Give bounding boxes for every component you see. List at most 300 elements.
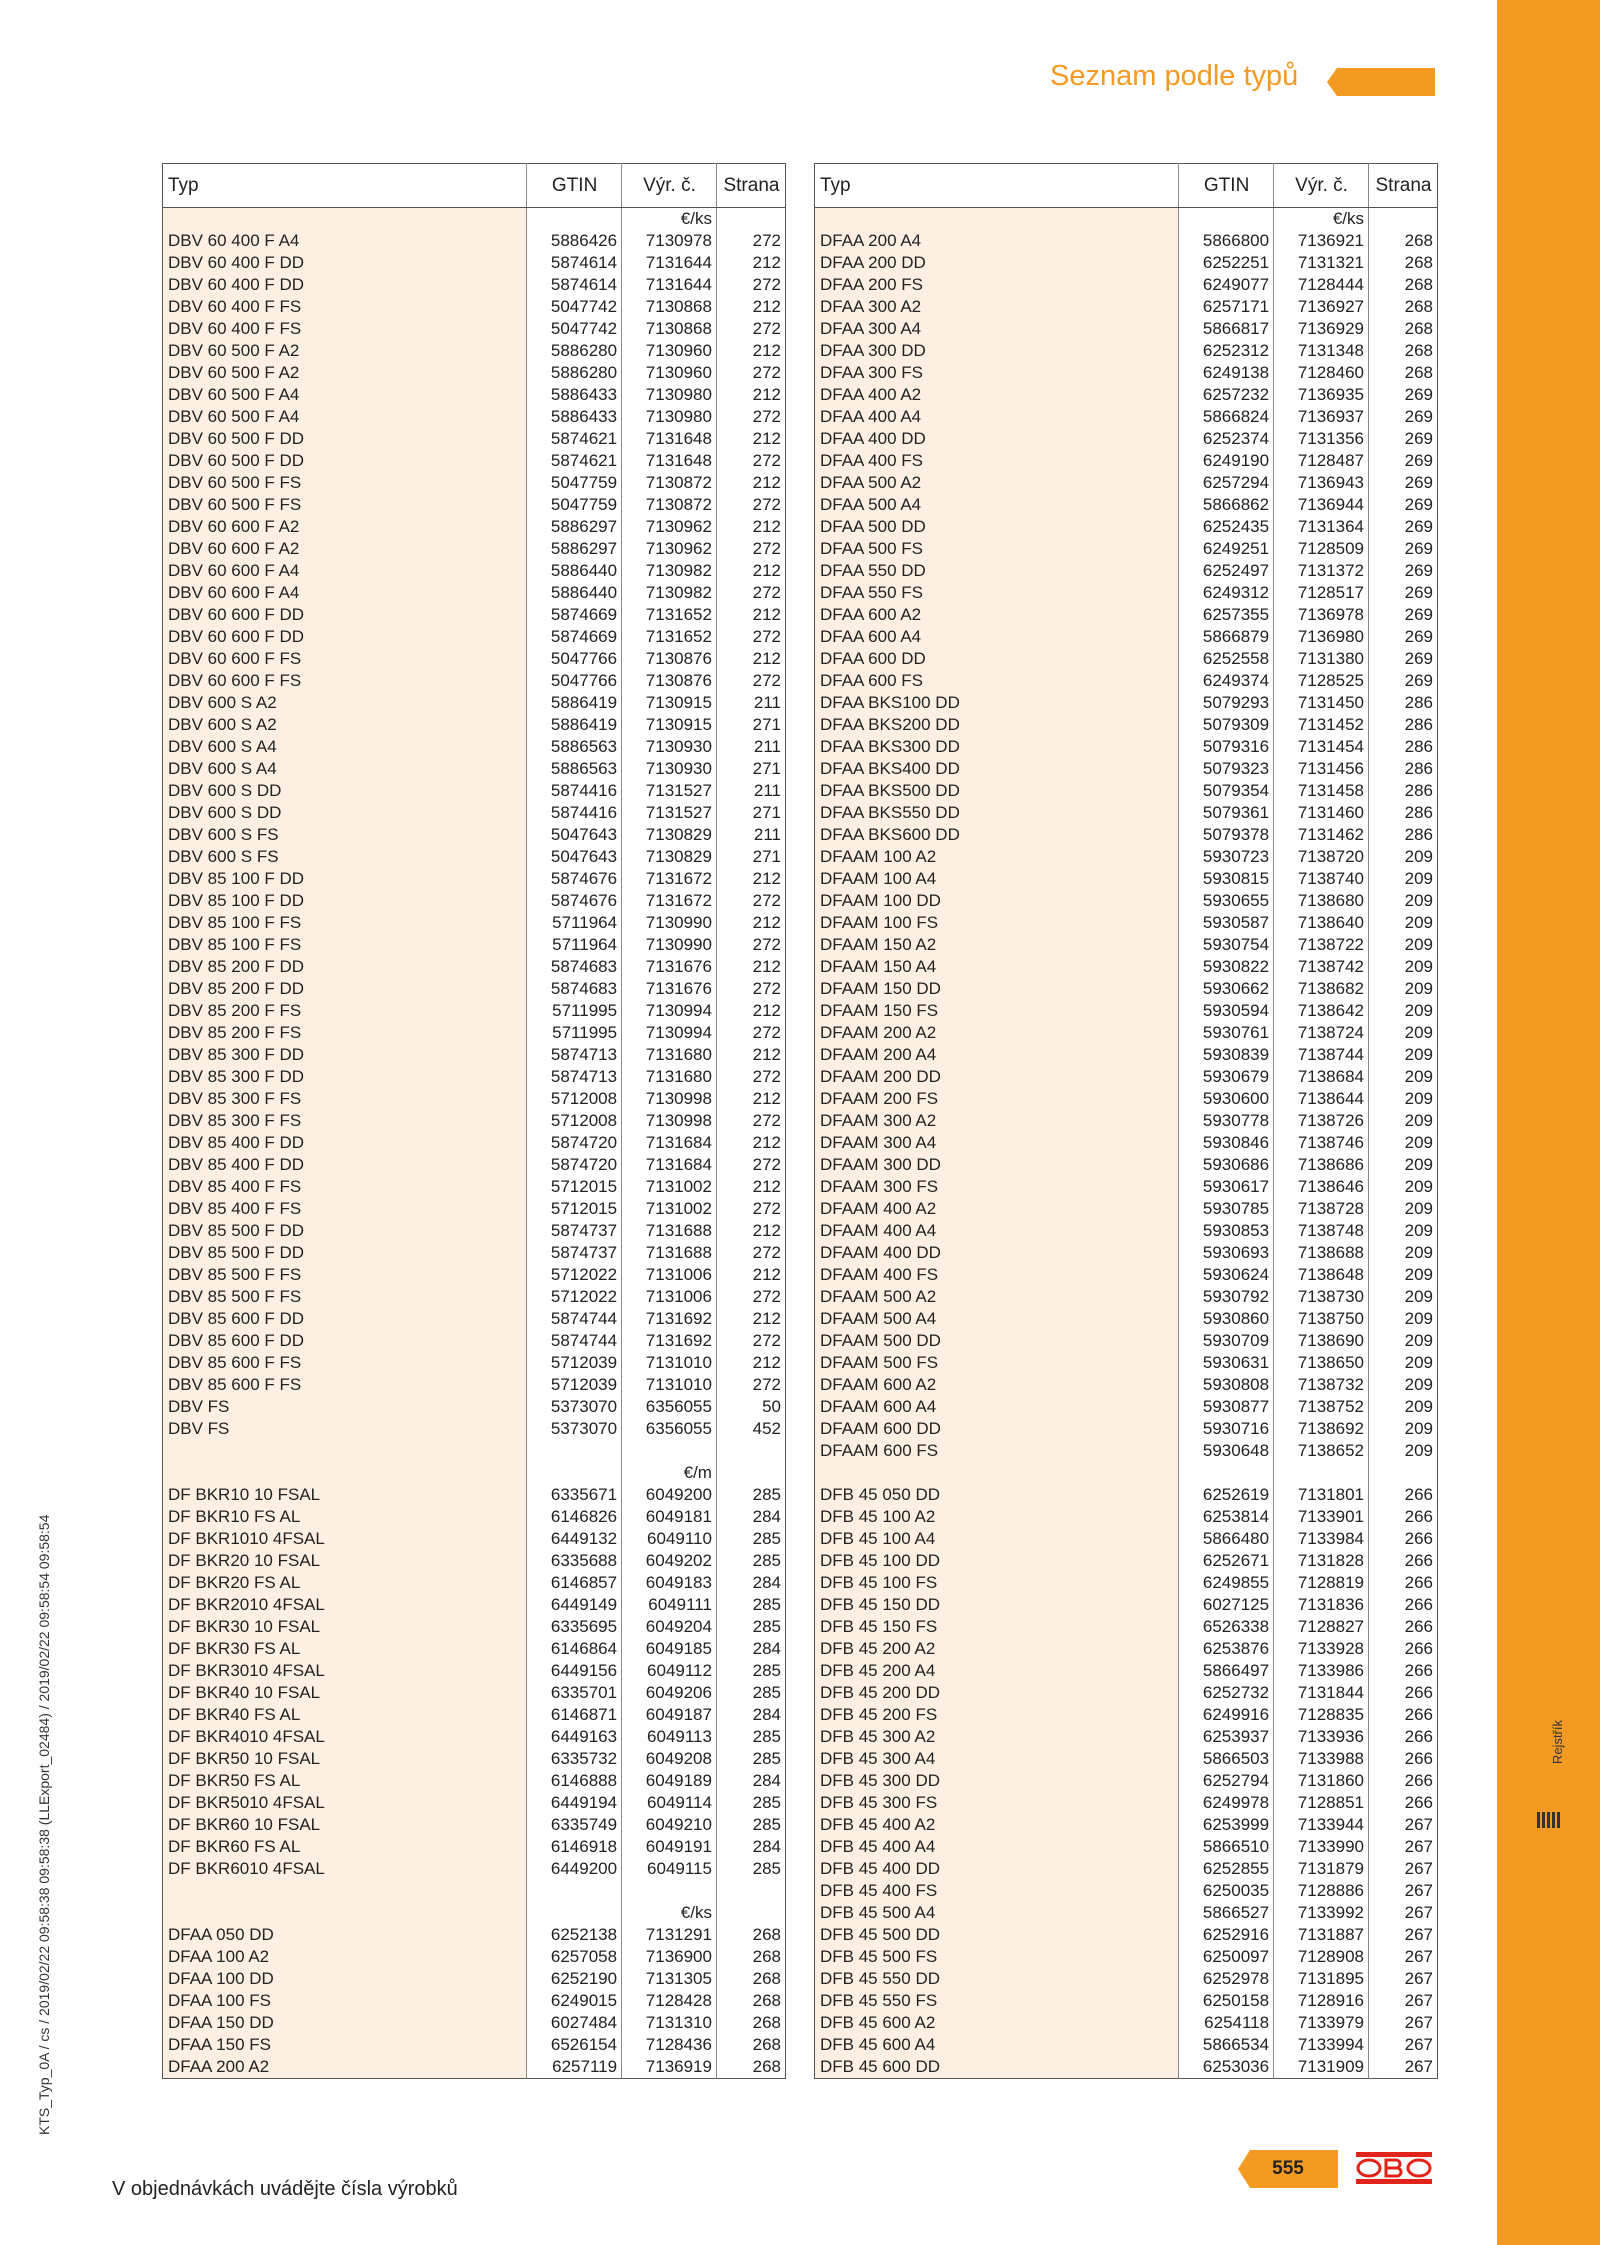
cell-page: 266 — [1369, 1616, 1438, 1638]
cell-article: 7138752 — [1274, 1396, 1369, 1418]
cell-page: 50 — [716, 1396, 785, 1418]
cell-type: DFB 45 300 A2 — [815, 1726, 1179, 1748]
cell-type: DF BKR5010 4FSAL — [163, 1792, 527, 1814]
cell-type: DFB 45 300 A4 — [815, 1748, 1179, 1770]
cell-type: DFAA 500 A2 — [815, 472, 1179, 494]
cell-gtin: 5930860 — [1179, 1308, 1274, 1330]
cell-article: 7128916 — [1274, 1990, 1369, 2012]
table-row — [163, 1176, 786, 1198]
table-row — [815, 1924, 1438, 1946]
table-row — [163, 692, 786, 714]
cell-article: 7128525 — [1274, 670, 1369, 692]
cell-gtin: 6257119 — [527, 2056, 622, 2079]
table-row — [163, 1308, 786, 1330]
cell-type: DBV 60 600 F A4 — [163, 582, 527, 604]
cell-gtin: 5886419 — [527, 714, 622, 736]
cell-page: 212 — [716, 1176, 785, 1198]
cell-page: 209 — [1369, 956, 1438, 978]
table-row — [163, 1704, 786, 1726]
table-row — [163, 1220, 786, 1242]
cell-article: 7131364 — [1274, 516, 1369, 538]
cell-article: 6049187 — [622, 1704, 717, 1726]
cell-gtin: 6252794 — [1179, 1770, 1274, 1792]
cell-article: 7131291 — [622, 1924, 717, 1946]
table-row — [815, 1352, 1438, 1374]
cell-article: 7136937 — [1274, 406, 1369, 428]
cell-article: 7128444 — [1274, 274, 1369, 296]
cell-page: 267 — [1369, 1814, 1438, 1836]
cell-article: 7130980 — [622, 406, 717, 428]
cell-article: €/ks — [622, 1902, 717, 1924]
cell-article: 7131684 — [622, 1132, 717, 1154]
cell-article: 7138688 — [1274, 1242, 1369, 1264]
cell-gtin: 6250158 — [1179, 1990, 1274, 2012]
table-row — [815, 1198, 1438, 1220]
cell-gtin: 5930709 — [1179, 1330, 1274, 1352]
cell-type: DBV 85 600 F DD — [163, 1330, 527, 1352]
cell-type: DBV 85 300 F DD — [163, 1066, 527, 1088]
type-index-table-right — [814, 163, 1438, 2079]
cell-article: 6049114 — [622, 1792, 717, 1814]
cell-article: 7131879 — [1274, 1858, 1369, 1880]
cell-page: 209 — [1369, 1198, 1438, 1220]
cell-type: DFB 45 200 A4 — [815, 1660, 1179, 1682]
cell-type: DBV 600 S A2 — [163, 714, 527, 736]
table-row — [163, 890, 786, 912]
cell-article: 7133979 — [1274, 2012, 1369, 2034]
cell-page — [1369, 1462, 1438, 1484]
table-row — [815, 538, 1438, 560]
cell-type: DFB 45 200 A2 — [815, 1638, 1179, 1660]
cell-page: 269 — [1369, 428, 1438, 450]
cell-type: DFAA BKS600 DD — [815, 824, 1179, 846]
cell-gtin: 5866862 — [1179, 494, 1274, 516]
table-row — [163, 1990, 786, 2012]
cell-page: 286 — [1369, 736, 1438, 758]
cell-type: DBV 600 S DD — [163, 802, 527, 824]
cell-article: 7138740 — [1274, 868, 1369, 890]
cell-type: DBV 60 500 F A4 — [163, 406, 527, 428]
cell-page: 211 — [716, 824, 785, 846]
table-row — [163, 780, 786, 802]
cell-type: DFB 45 400 A4 — [815, 1836, 1179, 1858]
cell-article: 7131002 — [622, 1198, 717, 1220]
cell-type: DBV 85 200 F FS — [163, 1022, 527, 1044]
cell-gtin: 5886280 — [527, 362, 622, 384]
cell-gtin: 5874416 — [527, 802, 622, 824]
cell-page: 209 — [1369, 1176, 1438, 1198]
cell-gtin: 5886419 — [527, 692, 622, 714]
table-row — [815, 934, 1438, 956]
cell-article: 7131652 — [622, 604, 717, 626]
table-row — [163, 318, 786, 340]
cell-page: 284 — [716, 1506, 785, 1528]
cell-type: DFAAM 200 FS — [815, 1088, 1179, 1110]
cell-gtin: 6250035 — [1179, 1880, 1274, 1902]
cell-page: 272 — [716, 890, 785, 912]
cell-page: 266 — [1369, 1748, 1438, 1770]
table-row — [163, 934, 786, 956]
cell-article: 7130978 — [622, 230, 717, 252]
cell-page: 284 — [716, 1572, 785, 1594]
cell-page: 212 — [716, 516, 785, 538]
cell-gtin: 5930716 — [1179, 1418, 1274, 1440]
table-row — [815, 1264, 1438, 1286]
cell-gtin: 5874720 — [527, 1154, 622, 1176]
cell-type: DFAA 100 DD — [163, 1968, 527, 1990]
cell-gtin: 5886426 — [527, 230, 622, 252]
cell-gtin: 6252671 — [1179, 1550, 1274, 1572]
table-row — [163, 1352, 786, 1374]
cell-article: 7138648 — [1274, 1264, 1369, 1286]
cell-gtin: 5866480 — [1179, 1528, 1274, 1550]
table-row — [815, 1682, 1438, 1704]
cell-type: DBV 60 600 F FS — [163, 670, 527, 692]
cell-gtin: 6252978 — [1179, 1968, 1274, 1990]
cell-gtin: 5712008 — [527, 1110, 622, 1132]
cell-gtin: 6252732 — [1179, 1682, 1274, 1704]
cell-gtin: 6335732 — [527, 1748, 622, 1770]
cell-article: 6049183 — [622, 1572, 717, 1594]
table-row — [815, 1572, 1438, 1594]
cell-page: 267 — [1369, 2034, 1438, 2056]
cell-type: DFAA 200 FS — [815, 274, 1179, 296]
cell-article: 7130982 — [622, 582, 717, 604]
cell-article: 6049206 — [622, 1682, 717, 1704]
table-row — [163, 208, 786, 231]
table-row — [815, 274, 1438, 296]
cell-type: DBV 60 600 F FS — [163, 648, 527, 670]
cell-gtin: 5874614 — [527, 274, 622, 296]
cell-page: 266 — [1369, 1726, 1438, 1748]
table-row — [815, 1110, 1438, 1132]
table-row — [163, 2034, 786, 2056]
cell-gtin: 5930693 — [1179, 1242, 1274, 1264]
cell-page: 266 — [1369, 1704, 1438, 1726]
cell-type: DFAAM 500 DD — [815, 1330, 1179, 1352]
cell-page: 272 — [716, 1066, 785, 1088]
cell-gtin: 6252855 — [1179, 1858, 1274, 1880]
cell-type: DBV 600 S FS — [163, 846, 527, 868]
table-row — [815, 1748, 1438, 1770]
cell-article: 7130998 — [622, 1110, 717, 1132]
cell-gtin: 5711964 — [527, 912, 622, 934]
table-row — [815, 1902, 1438, 1924]
cell-article: 7131828 — [1274, 1550, 1369, 1572]
table-row — [815, 802, 1438, 824]
cell-page: 285 — [716, 1682, 785, 1704]
table-row — [815, 384, 1438, 406]
index-icon — [1537, 1812, 1560, 1828]
table-row — [163, 1000, 786, 1022]
cell-article: 6049111 — [622, 1594, 717, 1616]
table-row — [163, 1374, 786, 1396]
table-row — [815, 1792, 1438, 1814]
cell-article: 6049210 — [622, 1814, 717, 1836]
cell-article: 7133990 — [1274, 1836, 1369, 1858]
cell-type: DBV 60 400 F A4 — [163, 230, 527, 252]
cell-article: 7133944 — [1274, 1814, 1369, 1836]
cell-page: 272 — [716, 1022, 785, 1044]
cell-page: 209 — [1369, 1022, 1438, 1044]
table-row — [163, 1440, 786, 1462]
cell-page: 272 — [716, 362, 785, 384]
cell-article: 7130982 — [622, 560, 717, 582]
col-header-article: Výr. č. — [622, 164, 717, 208]
table-row — [815, 670, 1438, 692]
table-row — [815, 230, 1438, 252]
cell-article: 7130962 — [622, 516, 717, 538]
cell-page: 212 — [716, 648, 785, 670]
cell-gtin: 5047759 — [527, 472, 622, 494]
cell-type — [815, 1462, 1179, 1484]
cell-page: 284 — [716, 1836, 785, 1858]
cell-page: 267 — [1369, 2056, 1438, 2079]
cell-type: DBV 600 S FS — [163, 824, 527, 846]
cell-gtin: 5047742 — [527, 318, 622, 340]
cell-article: 7130876 — [622, 670, 717, 692]
cell-type: DF BKR10 10 FSAL — [163, 1484, 527, 1506]
cell-gtin: 6146871 — [527, 1704, 622, 1726]
cell-type: DF BKR3010 4FSAL — [163, 1660, 527, 1682]
cell-page: 285 — [716, 1550, 785, 1572]
cell-gtin: 5712039 — [527, 1374, 622, 1396]
cell-article: 6049191 — [622, 1836, 717, 1858]
cell-gtin: 5866503 — [1179, 1748, 1274, 1770]
cell-page: 272 — [716, 494, 785, 516]
cell-page: 209 — [1369, 912, 1438, 934]
table-row — [163, 1110, 786, 1132]
cell-gtin: 5930822 — [1179, 956, 1274, 978]
cell-page: 272 — [716, 1330, 785, 1352]
cell-page: 212 — [716, 912, 785, 934]
cell-type: DBV 85 400 F DD — [163, 1154, 527, 1176]
cell-article: 7136929 — [1274, 318, 1369, 340]
cell-gtin: 5930587 — [1179, 912, 1274, 934]
col-header-type: Typ — [163, 164, 527, 208]
cell-gtin: 6449200 — [527, 1858, 622, 1880]
cell-page: 212 — [716, 1264, 785, 1286]
cell-gtin: 6146826 — [527, 1506, 622, 1528]
cell-article: 7138746 — [1274, 1132, 1369, 1154]
cell-gtin: 6526338 — [1179, 1616, 1274, 1638]
table-row — [163, 1880, 786, 1902]
cell-type: DF BKR40 FS AL — [163, 1704, 527, 1726]
cell-article: 7138686 — [1274, 1154, 1369, 1176]
table-row — [163, 1462, 786, 1484]
cell-type: DBV 60 600 F DD — [163, 626, 527, 648]
cell-type: DBV 60 600 F A4 — [163, 560, 527, 582]
table-row — [815, 604, 1438, 626]
cell-gtin: 5712022 — [527, 1286, 622, 1308]
cell-gtin: 6335695 — [527, 1616, 622, 1638]
cell-page: 286 — [1369, 714, 1438, 736]
cell-type: DBV 600 S A2 — [163, 692, 527, 714]
table-row — [815, 1308, 1438, 1330]
cell-page: 212 — [716, 296, 785, 318]
cell-page: 268 — [716, 1946, 785, 1968]
cell-article: 7131527 — [622, 780, 717, 802]
table-row — [815, 1550, 1438, 1572]
cell-page: 209 — [1369, 1352, 1438, 1374]
cell-type: DFAAM 150 A2 — [815, 934, 1179, 956]
cell-type: DFAA 600 FS — [815, 670, 1179, 692]
table-row — [815, 912, 1438, 934]
cell-page: 212 — [716, 560, 785, 582]
cell-type: DFAA BKS400 DD — [815, 758, 1179, 780]
table-row — [163, 296, 786, 318]
cell-type: DBV 85 100 F FS — [163, 934, 527, 956]
cell-gtin: 6249374 — [1179, 670, 1274, 692]
cell-article: 6049189 — [622, 1770, 717, 1792]
cell-page: 286 — [1369, 824, 1438, 846]
cell-type: DBV 60 500 F FS — [163, 472, 527, 494]
cell-gtin: 5886297 — [527, 538, 622, 560]
cell-article: 7133988 — [1274, 1748, 1369, 1770]
table-row — [163, 1792, 786, 1814]
cell-article: 6049185 — [622, 1638, 717, 1660]
table-row — [163, 406, 786, 428]
cell-type: DFB 45 400 A2 — [815, 1814, 1179, 1836]
cell-gtin: 5079316 — [1179, 736, 1274, 758]
cell-type: DFAA 050 DD — [163, 1924, 527, 1946]
cell-gtin: 5712039 — [527, 1352, 622, 1374]
cell-gtin: 5079361 — [1179, 802, 1274, 824]
cell-article: 7131460 — [1274, 802, 1369, 824]
cell-article: 7131456 — [1274, 758, 1369, 780]
cell-gtin: 5079309 — [1179, 714, 1274, 736]
cell-type: DFAAM 300 A2 — [815, 1110, 1179, 1132]
cell-gtin: 5930846 — [1179, 1132, 1274, 1154]
cell-page: 267 — [1369, 1836, 1438, 1858]
cell-page: 268 — [716, 2012, 785, 2034]
cell-gtin: 5874669 — [527, 626, 622, 648]
cell-page: 268 — [716, 2034, 785, 2056]
cell-gtin: 6250097 — [1179, 1946, 1274, 1968]
cell-type: DFB 45 400 FS — [815, 1880, 1179, 1902]
cell-type: DFAAM 300 DD — [815, 1154, 1179, 1176]
cell-page: 268 — [1369, 252, 1438, 274]
cell-article: 7131321 — [1274, 252, 1369, 274]
cell-type: DFAA 100 A2 — [163, 1946, 527, 1968]
cell-gtin: 5874720 — [527, 1132, 622, 1154]
cell-page — [716, 1462, 785, 1484]
cell-article: 7130872 — [622, 494, 717, 516]
table-row — [815, 1154, 1438, 1176]
table-row — [163, 428, 786, 450]
cell-gtin — [527, 1902, 622, 1924]
cell-article: 7131010 — [622, 1374, 717, 1396]
cell-page: 271 — [716, 802, 785, 824]
cell-gtin: 6335749 — [527, 1814, 622, 1836]
cell-type: DBV 85 200 F FS — [163, 1000, 527, 1022]
cell-page: 271 — [716, 714, 785, 736]
cell-type: DFB 45 550 FS — [815, 1990, 1179, 2012]
cell-type: DFAAM 600 A4 — [815, 1396, 1179, 1418]
table-row — [163, 802, 786, 824]
cell-article: 7131684 — [622, 1154, 717, 1176]
cell-article: 7131010 — [622, 1352, 717, 1374]
cell-gtin: 5047766 — [527, 670, 622, 692]
table-row — [163, 1044, 786, 1066]
cell-article: 7136935 — [1274, 384, 1369, 406]
cell-type: DBV 85 200 F DD — [163, 978, 527, 1000]
cell-article: 7131887 — [1274, 1924, 1369, 1946]
cell-type: DBV 600 S A4 — [163, 736, 527, 758]
table-row — [815, 252, 1438, 274]
cell-page: 286 — [1369, 692, 1438, 714]
col-header-page: Strana — [1369, 164, 1438, 208]
cell-article: 6049112 — [622, 1660, 717, 1682]
cell-gtin: 5930853 — [1179, 1220, 1274, 1242]
cell-gtin — [1179, 1462, 1274, 1484]
cell-article: 7136919 — [622, 2056, 717, 2079]
table-row — [163, 1330, 786, 1352]
cell-page: 211 — [716, 736, 785, 758]
cell-gtin: 6449163 — [527, 1726, 622, 1748]
cell-article: 7128827 — [1274, 1616, 1369, 1638]
cell-gtin — [527, 1462, 622, 1484]
cell-gtin: 6257171 — [1179, 296, 1274, 318]
cell-type: DFAAM 300 FS — [815, 1176, 1179, 1198]
cell-type: DFAA 550 FS — [815, 582, 1179, 604]
cell-gtin: 5712022 — [527, 1264, 622, 1286]
cell-article: 7131644 — [622, 252, 717, 274]
cell-gtin: 5874713 — [527, 1044, 622, 1066]
cell-gtin: 6335688 — [527, 1550, 622, 1572]
table-row — [163, 1748, 786, 1770]
cell-gtin: 5874744 — [527, 1330, 622, 1352]
cell-article: 7138722 — [1274, 934, 1369, 956]
cell-page: 269 — [1369, 472, 1438, 494]
table-row — [163, 1572, 786, 1594]
cell-gtin: 5930594 — [1179, 1000, 1274, 1022]
cell-gtin: 5930679 — [1179, 1066, 1274, 1088]
cell-article: 7130994 — [622, 1022, 717, 1044]
cell-page: 269 — [1369, 516, 1438, 538]
cell-type: DFB 45 500 DD — [815, 1924, 1179, 1946]
cell-type: DFAA 300 DD — [815, 340, 1179, 362]
cell-page: 268 — [716, 1990, 785, 2012]
cell-page: 269 — [1369, 494, 1438, 516]
cell-article: 7130990 — [622, 934, 717, 956]
cell-page: 269 — [1369, 604, 1438, 626]
cell-article: 7131356 — [1274, 428, 1369, 450]
cell-type: DFAA 300 A2 — [815, 296, 1179, 318]
table-row — [815, 1638, 1438, 1660]
cell-page: 209 — [1369, 1132, 1438, 1154]
cell-page: 209 — [1369, 1286, 1438, 1308]
table-row — [163, 824, 786, 846]
cell-gtin: 5930631 — [1179, 1352, 1274, 1374]
cell-type: DFB 45 100 A4 — [815, 1528, 1179, 1550]
cell-page: 272 — [716, 1198, 785, 1220]
cell-type: DBV 60 600 F DD — [163, 604, 527, 626]
table-row — [163, 450, 786, 472]
table-row — [815, 1484, 1438, 1506]
cell-page: 209 — [1369, 1066, 1438, 1088]
cell-article: 7138728 — [1274, 1198, 1369, 1220]
cell-page: 269 — [1369, 450, 1438, 472]
cell-type: DFAAM 600 FS — [815, 1440, 1179, 1462]
cell-type — [163, 1462, 527, 1484]
cell-page: 268 — [716, 1968, 785, 1990]
cell-type: DBV 60 600 F A2 — [163, 538, 527, 560]
cell-page: 212 — [716, 1352, 785, 1374]
col-header-gtin: GTIN — [1179, 164, 1274, 208]
cell-article: 7131454 — [1274, 736, 1369, 758]
cell-type: DBV FS — [163, 1396, 527, 1418]
